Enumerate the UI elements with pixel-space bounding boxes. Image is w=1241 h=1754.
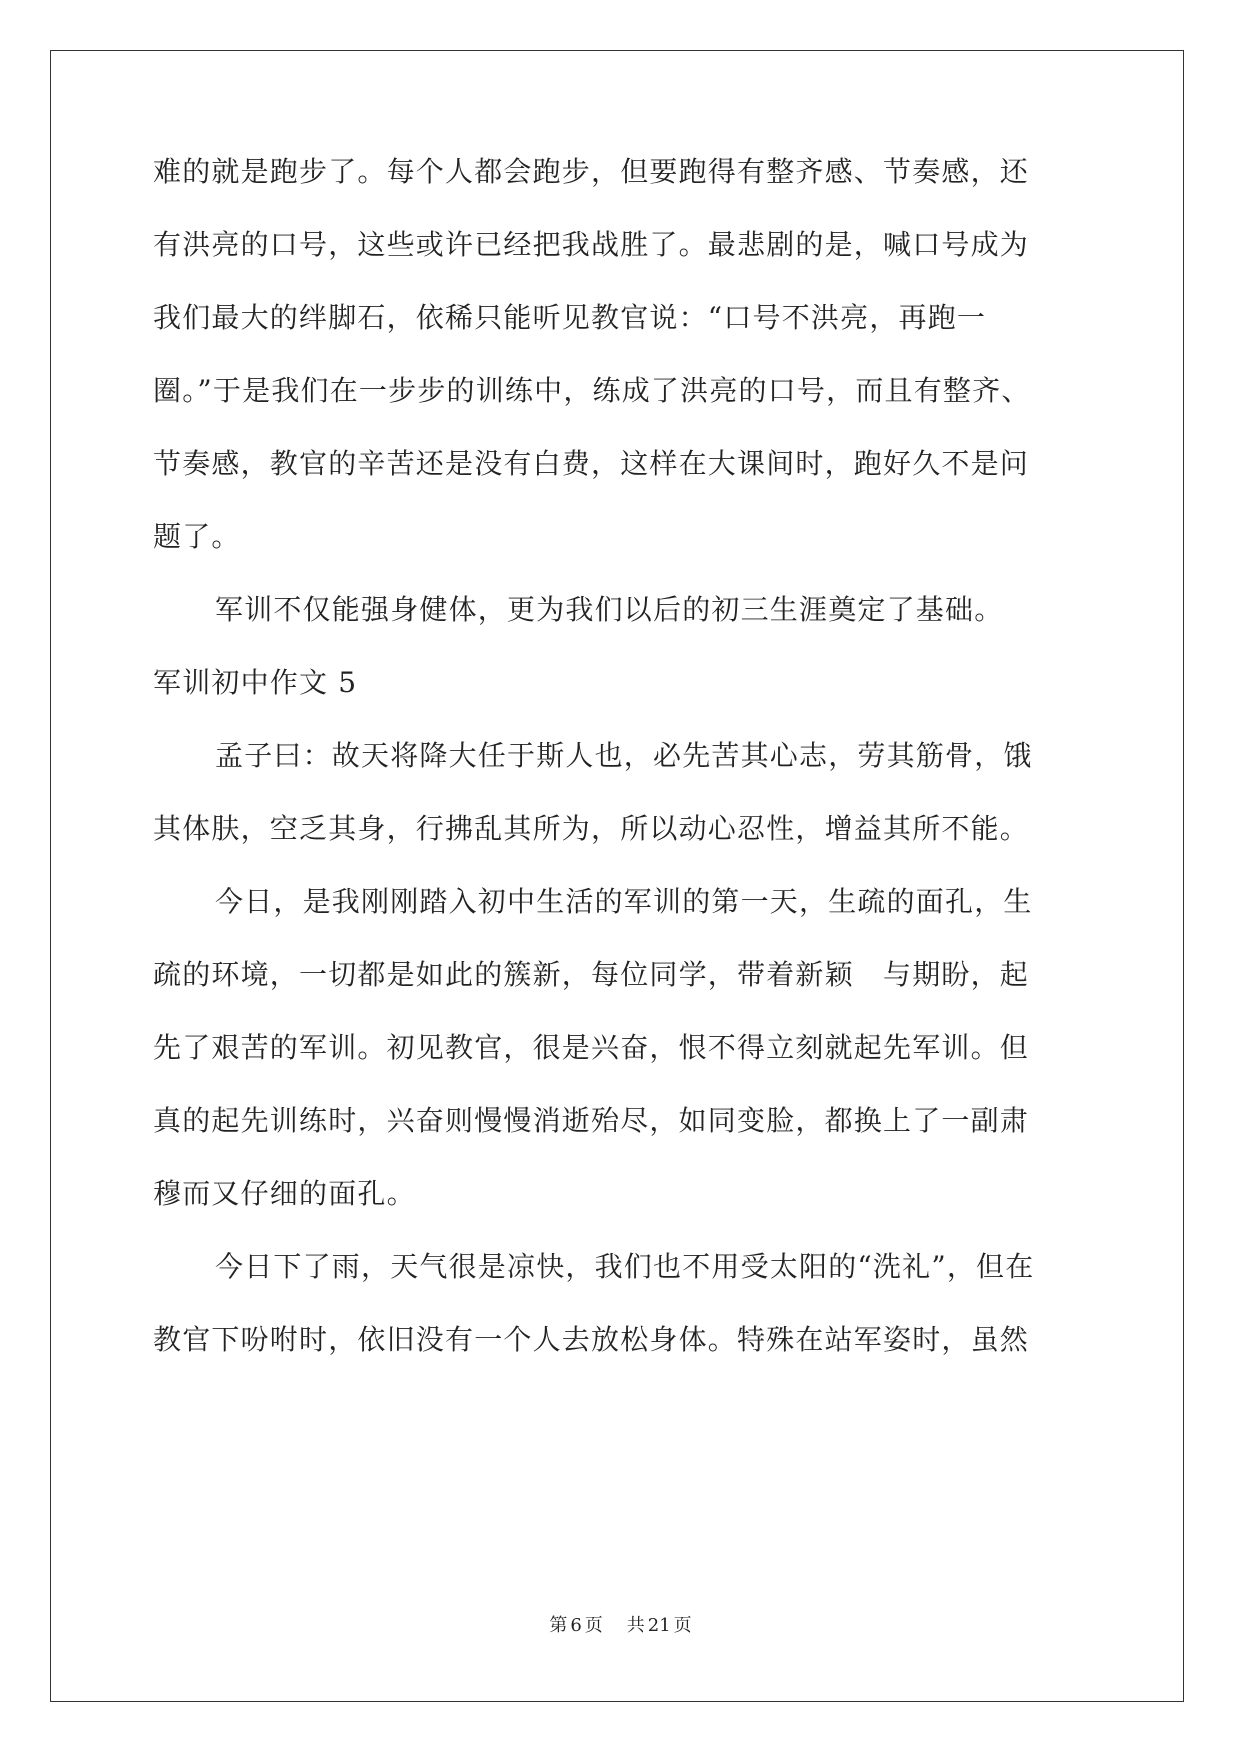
section-heading: 军训初中作文 5 (153, 666, 358, 699)
total-unit: 页 (673, 1615, 692, 1636)
text-line: 节奏感，教官的辛苦还是没有白费，这样在大课间时，跑好久不是问 (153, 447, 1030, 480)
text-line: 真的起先训练时，兴奋则慢慢消逝殆尽，如同变脸，都换上了一副肃 (153, 1104, 1030, 1137)
text-line: 军训不仅能强身健体，更为我们以后的初三生涯奠定了基础。 (215, 593, 1004, 626)
text-line: 先了艰苦的军训。初见教官，很是兴奋，恨不得立刻就起先军训。但 (153, 1031, 1030, 1064)
text-line: 难的就是跑步了。每个人都会跑步，但要跑得有整齐感、节奏感，还 (153, 155, 1030, 188)
text-line: 孟子曰：故天将降大任于斯人也，必先苦其心志，劳其筋骨，饿 (215, 739, 1033, 772)
page-prefix: 第 (549, 1615, 568, 1636)
text-line: 今日下了雨，天气很是凉快，我们也不用受太阳的“洗礼”，但在 (215, 1250, 1035, 1283)
page-number: 6 (570, 1615, 582, 1636)
page-unit: 页 (584, 1615, 603, 1636)
page-footer (0, 1614, 1241, 1638)
text-line: 教官下吩咐时，依旧没有一个人去放松身体。特殊在站军姿时，虽然 (153, 1323, 1030, 1356)
text-line: 有洪亮的口号，这些或许已经把我战胜了。最悲剧的是，喊口号成为 (153, 228, 1030, 261)
text-line: 其体肤，空乏其身，行拂乱其所为，所以动心忍性，增益其所不能。 (153, 812, 1030, 845)
text-line: 疏的环境，一切都是如此的簇新，每位同学，带着新颖 与期盼，起 (153, 958, 1030, 991)
text-line: 题了。 (153, 520, 241, 553)
text-line: 圈。”于是我们在一步步的训练中，练成了洪亮的口号，而且有整齐、 (153, 374, 1031, 407)
text-line: 今日，是我刚刚踏入初中生活的军训的第一天，生疏的面孔，生 (215, 885, 1033, 918)
total-prefix: 共 (626, 1615, 645, 1636)
text-line: 穆而又仔细的面孔。 (153, 1177, 416, 1210)
text-line: 我们最大的绊脚石，依稀只能听见教官说：“口号不洪亮，再跑一 (153, 301, 987, 334)
page-total: 21 (647, 1615, 671, 1636)
